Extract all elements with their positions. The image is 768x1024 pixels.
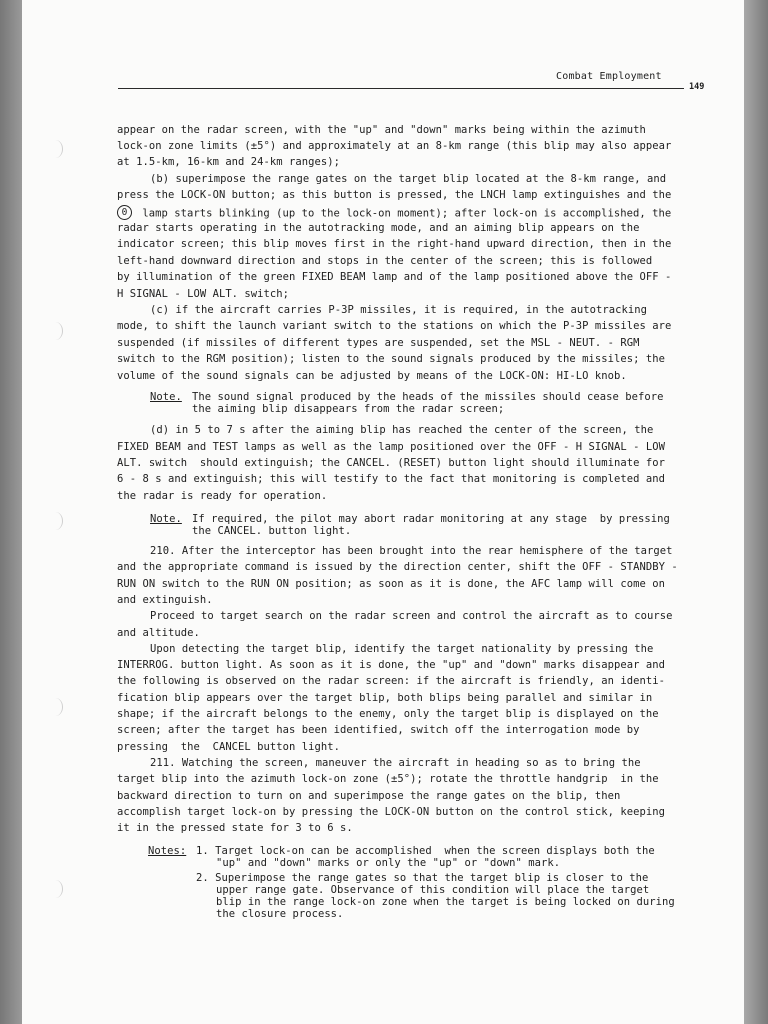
text-line-content: lamp starts blinking (up to the lock-on moment); after lock-on is accomplished, the [136, 207, 672, 220]
text-line: shape; if the aircraft belongs to the enemy, only the target blip is displayed on the [117, 708, 659, 720]
note-text: 1. Target lock-on can be accomplished when the screen displays both the [196, 845, 655, 857]
text-line [117, 206, 671, 221]
text-line: backward direction to turn on and superimpose the range gates on the blip, then [117, 790, 621, 802]
text-line: 6 - 8 s and extinguish; this will testify to the fact that monitoring is completed and [117, 473, 665, 485]
text-line: switch to the RGM position); listen to the sound signals produced by the missiles; the [117, 353, 665, 365]
text-line: 211. Watching the screen, maneuver the aircraft in heading so as to bring the [150, 757, 641, 769]
text-line: 210. After the interceptor has been brought into the rear hemisphere of the target [150, 545, 673, 557]
note-text: "up" and "down" marks or only the "up" or "down" mark. [216, 857, 561, 869]
note-label: Note. [150, 513, 182, 525]
punch-hole-mark [48, 140, 63, 158]
text-line: press the LOCK-ON button; as this button is pressed, the LNCH lamp extinguishes and the [117, 189, 672, 201]
text-line: Upon detecting the target blip, identify the target nationality by pressing the [150, 643, 654, 655]
note-text: the closure process. [216, 908, 344, 920]
text-line: Proceed to target search on the radar screen and control the aircraft as to course [150, 610, 673, 622]
text-line: (b) superimpose the range gates on the target blip located at the 8-km range, and [150, 173, 667, 185]
text-line: the following is observed on the radar screen: if the aircraft is friendly, an identi- [117, 675, 665, 687]
note-text: The sound signal produced by the heads of the missiles should cease before [192, 391, 664, 403]
text-line: pressing the CANCEL button light. [117, 741, 341, 753]
text-line: FIXED BEAM and TEST lamps as well as the lamp positioned over the OFF - H SIGNAL - LOW [117, 441, 665, 453]
text-line: and extinguish. [117, 594, 213, 606]
punch-hole-mark [48, 698, 63, 716]
document-page [22, 0, 744, 1024]
text-line: and the appropriate command is issued by the direction center, shift the OFF - STANDBY - [117, 561, 678, 573]
text-line: left-hand downward direction and stops in the center of the screen; this is followed [117, 255, 653, 267]
punch-hole-mark [48, 880, 63, 898]
note-text: upper range gate. Observance of this condition will place the target [216, 884, 650, 896]
note-text: the CANCEL. button light. [192, 525, 352, 537]
notes-label: Notes: [148, 845, 187, 857]
note-text: 2. Superimpose the range gates so that the target blip is closer to the [196, 872, 649, 884]
text-line: H SIGNAL - LOW ALT. switch; [117, 288, 290, 300]
text-line: the radar is ready for operation. [117, 490, 328, 502]
text-line: by illumination of the green FIXED BEAM lamp and of the lamp positioned above the OFF - [117, 271, 672, 283]
punch-hole-mark [48, 512, 63, 530]
punch-hole-mark [48, 322, 63, 340]
circled-zero-lamp-symbol: 0 [117, 205, 132, 220]
page-number: 149 [689, 82, 705, 92]
text-line: INTERROG. button light. As soon as it is done, the "up" and "down" marks disappear and [117, 659, 665, 671]
text-line: radar starts operating in the autotracking mode, and an aiming blip appears on the [117, 222, 640, 234]
note-text: blip in the range lock-on zone when the target is being locked on during [216, 896, 675, 908]
text-line: volume of the sound signals can be adjusted by means of the LOCK-ON: HI-LO knob. [117, 370, 627, 382]
text-line: target blip into the azimuth lock-on zone (±5°); rotate the throttle handgrip in the [117, 773, 659, 785]
header-rule [118, 88, 684, 89]
text-line: mode, to shift the launch variant switch to the stations on which the P-3P missiles are [117, 320, 672, 332]
text-line: fication blip appears over the target blip, both blips being parallel and similar in [117, 692, 653, 704]
scan-right-edge [744, 0, 768, 1024]
text-line: (d) in 5 to 7 s after the aiming blip has reached the center of the screen, the [150, 424, 654, 436]
text-line: indicator screen; this blip moves first in the right-hand upward direction, then in the [117, 238, 672, 250]
text-line: screen; after the target has been identified, switch off the interrogation mode by [117, 724, 640, 736]
note-text: the aiming blip disappears from the radar screen; [192, 403, 505, 415]
text-line: RUN ON switch to the RUN ON position; as soon as it is done, the AFC lamp will come on [117, 578, 665, 590]
text-line: it in the pressed state for 3 to 6 s. [117, 822, 353, 834]
scan-left-edge [0, 0, 22, 1024]
note-label: Note. [150, 391, 182, 403]
note-text: If required, the pilot may abort radar monitoring at any stage by pressing [192, 513, 670, 525]
text-line: at 1.5-km, 16-km and 24-km ranges); [117, 156, 341, 168]
text-line: lock-on zone limits (±5°) and approximately at an 8-km range (this blip may also appear [117, 140, 672, 152]
text-line: appear on the radar screen, with the "up" and "down" marks being within the azimuth [117, 124, 646, 136]
text-line: (c) if the aircraft carries P-3P missiles, it is required, in the autotracking [150, 304, 647, 316]
text-line: ALT. switch should extinguish; the CANCEL. (RESET) button light should illuminate for [117, 457, 665, 469]
running-header: Combat Employment [556, 71, 662, 82]
text-line: and altitude. [117, 627, 200, 639]
text-line: suspended (if missiles of different types are suspended, set the MSL - NEUT. - RGM [117, 337, 640, 349]
text-line: accomplish target lock-on by pressing the LOCK-ON button on the control stick, keeping [117, 806, 665, 818]
